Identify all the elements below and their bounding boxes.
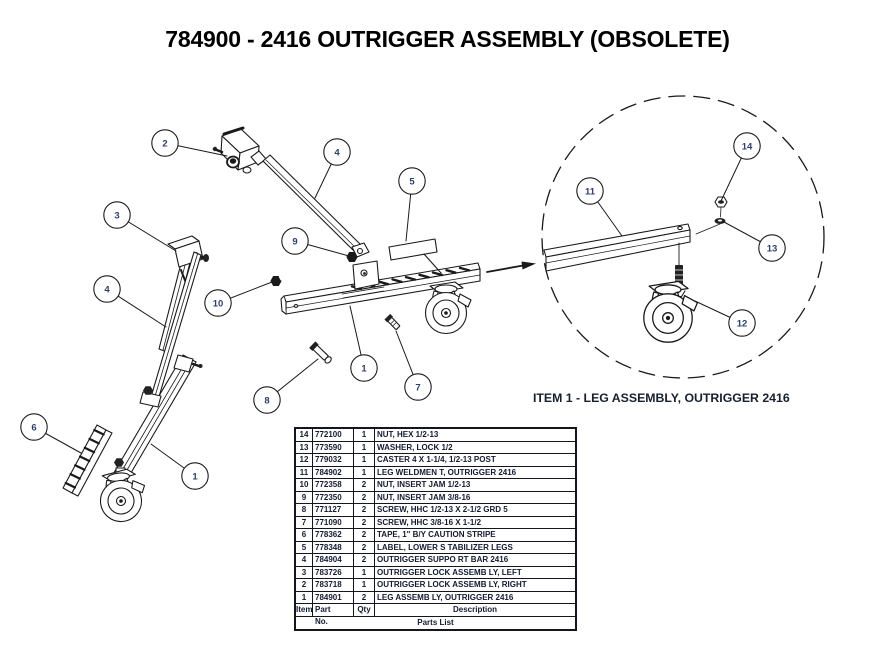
parts-row	[296, 517, 575, 530]
callout-balloon-7	[405, 374, 431, 400]
cell-item: 9	[296, 492, 313, 504]
lock-washer-13	[715, 218, 726, 224]
callout-balloon-1-mid	[351, 355, 377, 381]
cell-description: TAPE, 1" B/Y CAUTION STRIPE	[377, 530, 496, 539]
callout-balloon-8	[254, 387, 280, 413]
cell-qty: 2	[354, 492, 375, 504]
cell-qty: 1	[354, 579, 375, 591]
cell-part: 784901	[313, 592, 354, 604]
callout-balloon-4-top	[324, 139, 350, 165]
svg-text:4: 4	[334, 147, 340, 159]
cell-part: 778348	[313, 542, 354, 554]
parts-row	[296, 592, 575, 605]
callout-balloon-14	[734, 133, 760, 159]
parts-row	[296, 492, 575, 505]
svg-text:14: 14	[741, 141, 753, 153]
hex-nut-14	[715, 197, 727, 207]
parts-row	[296, 479, 575, 492]
left-leg-assembly	[97, 355, 202, 524]
cell-qty: 1	[354, 454, 375, 466]
top-lock-assembly	[213, 128, 266, 173]
parts-row	[296, 467, 575, 480]
parts-row	[296, 542, 575, 555]
cell-qty: 2	[354, 504, 375, 516]
header-part: Part	[313, 604, 354, 616]
screw-7	[384, 314, 401, 331]
svg-text:7: 7	[415, 382, 421, 394]
cell-qty: 1	[354, 429, 375, 441]
cell-description: WASHER, LOCK 1/2	[377, 442, 453, 452]
cell-item: 7	[296, 517, 313, 529]
cell-part: 784904	[313, 554, 354, 566]
cell-item: 3	[296, 567, 313, 579]
parts-row	[296, 529, 575, 542]
callout-balloon-5	[399, 168, 425, 194]
header-qty: Qty	[354, 604, 375, 616]
cell-item: 12	[296, 454, 313, 466]
upper-support-bar	[263, 155, 369, 257]
cell-description: LEG ASSEMB LY, OUTRIGGER 2416	[377, 592, 514, 602]
cell-description: OUTRIGGER SUPPO RT BAR 2416	[377, 555, 509, 564]
svg-text:8: 8	[264, 395, 270, 407]
cell-part: 772350	[313, 492, 354, 504]
cell-description: OUTRIGGER LOCK ASSEMB LY, RIGHT	[377, 580, 527, 589]
svg-text:11: 11	[584, 186, 596, 198]
cell-part: 784902	[313, 467, 354, 479]
parts-list-table	[294, 427, 577, 631]
callout-balloon-11	[577, 178, 603, 204]
cell-item: 8	[296, 504, 313, 516]
cell-item: 10	[296, 479, 313, 491]
detail-caster-assembly	[644, 243, 698, 342]
callout-balloon-4-left	[94, 276, 120, 302]
cell-item: 2	[296, 579, 313, 591]
cell-description: LEG WELDMEN T, OUTRIGGER 2416	[377, 467, 517, 477]
callout-balloon-10	[205, 290, 231, 316]
caution-stripe-label	[63, 425, 112, 496]
cell-description: CASTER 4 X 1-1/4, 1/2-13 POST	[377, 455, 496, 464]
parts-row	[296, 567, 575, 580]
svg-text:9: 9	[292, 236, 298, 248]
svg-text:10: 10	[212, 298, 224, 310]
svg-text:1: 1	[361, 363, 367, 375]
svg-text:5: 5	[409, 176, 415, 188]
cell-description: NUT, INSERT JAM 1/2-13	[377, 480, 471, 489]
cell-item: 4	[296, 554, 313, 566]
svg-text:3: 3	[114, 210, 120, 222]
parts-row	[296, 429, 575, 442]
parts-header-row	[296, 604, 575, 617]
callout-balloon-9	[282, 228, 308, 254]
parts-row	[296, 554, 575, 567]
cell-qty: 2	[354, 517, 375, 529]
cell-qty: 1	[354, 467, 375, 479]
svg-text:4: 4	[104, 284, 110, 296]
screw-8	[309, 341, 333, 365]
callout-balloon-12	[729, 310, 755, 336]
parts-list-title: Parts List	[417, 617, 454, 627]
cell-qty: 2	[354, 554, 375, 566]
cell-description: LABEL, LOWER S TABILIZER LEGS	[377, 542, 513, 552]
svg-text:12: 12	[736, 318, 748, 330]
parts-row	[296, 454, 575, 467]
parts-row	[296, 442, 575, 455]
cell-qty: 2	[354, 479, 375, 491]
detail-caption: ITEM 1 - LEG ASSEMBLY, OUTRIGGER 2416	[533, 391, 790, 405]
cell-item: 6	[296, 529, 313, 541]
cell-qty: 2	[354, 529, 375, 541]
cell-description: SCREW, HHC 3/8-16 X 1-1/2	[377, 517, 482, 527]
page-title: 784900 - 2416 OUTRIGGER ASSEMBLY (OBSOLETE)	[165, 26, 730, 52]
cell-part: 783726	[313, 567, 354, 579]
header-description: Description	[452, 605, 497, 614]
callout-balloon-2	[152, 130, 178, 156]
cell-item: 1	[296, 592, 313, 604]
cell-item: 14	[296, 429, 313, 441]
cell-item: 5	[296, 542, 313, 554]
cell-qty: 1	[354, 442, 375, 454]
cell-description: NUT, INSERT JAM 3/8-16	[377, 492, 471, 502]
parts-footer-row	[296, 617, 575, 630]
parts-row	[296, 579, 575, 592]
callout-balloon-1-bottom	[182, 463, 208, 489]
detail-view	[542, 96, 824, 378]
cell-qty: 1	[354, 567, 375, 579]
cell-part: 772358	[313, 479, 354, 491]
header-item: Item	[296, 605, 313, 614]
callout-balloon-6	[21, 414, 47, 440]
cell-item: 13	[296, 442, 313, 454]
cell-item: 11	[296, 467, 313, 479]
cell-qty: 2	[354, 592, 375, 604]
parts-row	[296, 504, 575, 517]
jam-nut-10	[271, 277, 281, 286]
parts-rows	[296, 429, 575, 604]
detail-leg-bar	[544, 224, 690, 271]
callout-balloon-3	[104, 202, 130, 228]
detail-arrow	[487, 262, 536, 273]
cell-qty: 2	[354, 542, 375, 554]
cell-part: 771127	[313, 504, 354, 516]
cell-part: 773590	[313, 442, 354, 454]
cell-part: 778362	[313, 529, 354, 541]
cell-description: NUT, HEX 1/2-13	[377, 430, 439, 439]
stabilizer-label	[389, 239, 441, 273]
cell-part: 779032	[313, 454, 354, 466]
cell-description: OUTRIGGER LOCK ASSEMB LY, LEFT	[377, 567, 522, 577]
svg-text:13: 13	[766, 243, 778, 255]
cell-part: 771090	[313, 517, 354, 529]
svg-text:1: 1	[192, 471, 198, 483]
svg-text:2: 2	[162, 138, 168, 150]
cell-part: 783718	[313, 579, 354, 591]
callout-balloon-13	[759, 235, 785, 261]
cell-description: SCREW, HHC 1/2-13 X 2-1/2 GRD 5	[377, 505, 508, 514]
svg-text:6: 6	[31, 422, 37, 434]
horizontal-leg-bar	[281, 263, 480, 334]
header-part-no: No.	[315, 616, 328, 626]
cell-part: 772100	[313, 429, 354, 441]
